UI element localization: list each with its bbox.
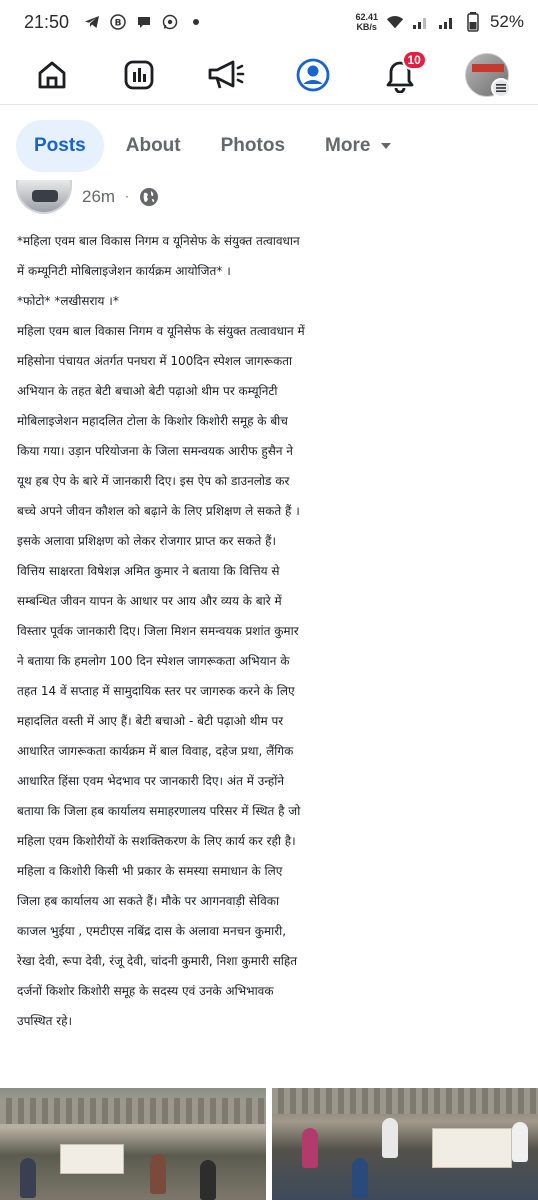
post-author-avatar[interactable] <box>16 180 72 214</box>
post-text-line: जिला हब कार्यालय आ सकते हैं। मौके पर आगनवाड़ी सेविका <box>17 894 280 908</box>
post-text-line: अभियान के तहत बेटी बचाओ बेटी पढ़ाओ थीम पर कम्यूनिटी <box>17 384 278 398</box>
megaphone-icon <box>206 58 246 92</box>
notification-badge: 10 <box>402 50 427 70</box>
post-text-line: महिला व किशोरी किसी भी प्रकार के समस्या समाधान के लिए <box>17 864 283 878</box>
separator-dot: · <box>125 190 129 204</box>
post-text-line: सम्बन्धित जीवन यापन के आधार पर आय और व्यय के बारे में <box>17 594 282 608</box>
post-text-line: *फोटो* *लखीसराय ।* <box>17 294 119 308</box>
post-text-line: वित्तिय साक्षरता विषेशज्ञ अमित कुमार ने बताया कि वित्तिय से <box>17 564 280 578</box>
post-text-line: रेखा देवी, रूपा देवी, रंजू देवी, चांदनी कुमारी, निशा कुमारी सहित <box>17 954 298 968</box>
profile-tabs <box>16 120 410 172</box>
post-text-line: बच्चे अपने जीवन कौशल को बढ़ाने के लिए प्रशिक्षण ले सकते हैं । <box>17 504 300 518</box>
menu-tab[interactable] <box>457 46 517 104</box>
battery-percent: 52% <box>489 12 524 31</box>
post-text-line: किया गया। उड़ान परियोजना के जिला समन्वयक आरीफ हुसैन ने <box>17 444 293 458</box>
signal-icon <box>412 13 430 31</box>
post-text-line: महिला एवम किशोरीयों के सशक्तिकरण के लिए कार्य कर रही है। <box>17 834 296 848</box>
post-text-line: तहत 14 वें सप्ताह में सामुदायिक स्तर पर जागरुक करने के लिए <box>17 684 295 698</box>
telegram-icon <box>83 13 101 31</box>
post-text-line: महादलित वस्ती में आए हैं। बेटी बचाओ - बेटी पढ़ाओ थीम पर <box>17 714 284 728</box>
top-nav <box>0 44 538 106</box>
post-text-line: में कम्यूनिटी मोबिलाइजेशन कार्यक्रम आयोजित* । <box>17 264 231 278</box>
chat-bubble-icon <box>135 13 153 31</box>
post-text-line: ने बताया कि हमलोग 100 दिन स्पेशल जागरूकता अभियान के <box>17 654 290 668</box>
network-speed-unit: KB/s <box>356 22 377 32</box>
notifications-tab[interactable] <box>370 46 430 104</box>
status-time: 21:50 <box>24 11 70 32</box>
tab-about[interactable]: About <box>125 135 181 156</box>
bitcoin-icon <box>109 13 127 31</box>
post-text-line: *महिला एवम बाल विकास निगम व यूनिसेफ के संयुक्त तत्वावधान <box>17 234 300 248</box>
feeds-tab[interactable] <box>109 46 169 104</box>
post-text-line: काजल भुईया , एमटीएस नबिंद्र दास के अलावा मनचन कुमारी, <box>17 924 287 938</box>
post-text-line: महिसोना पंचायत अंतर्गत पनघरा में 100दिन स्पेशल जागरूकता <box>17 354 293 368</box>
post-photos <box>0 1088 538 1200</box>
post-text-line: आधारित जागरूकता कार्यक्रम में बाल विवाह, दहेज प्रथा, लैंगिक <box>17 744 294 758</box>
tab-more-label: More <box>325 135 371 156</box>
post-text-line: मोबिलाइजेशन महादलित टोला के किशोर किशोरी समूह के बीच <box>17 414 288 428</box>
home-tab[interactable] <box>22 46 82 104</box>
home-icon <box>35 58 69 92</box>
svg-text:B: B <box>114 18 122 29</box>
post-text-line: महिला एवम बाल विकास निगम व यूनिसेफ के संयुक्त तत्वावधान में <box>17 324 305 338</box>
tab-photos[interactable]: Photos <box>220 135 286 156</box>
profile-tab[interactable] <box>283 46 343 104</box>
globe-icon <box>139 187 159 207</box>
post-text-line: उपस्थित रहे। <box>17 1014 73 1028</box>
post-photo-2[interactable] <box>272 1088 538 1200</box>
feeds-icon <box>122 58 156 92</box>
post-text-line: बताया कि जिला हब कार्यालय समाहरणालय परिसर में स्थित है जो <box>17 804 301 818</box>
signal-2-icon <box>438 13 456 31</box>
tab-posts[interactable]: Posts <box>16 120 104 172</box>
post-text-line: इसके अलावा प्रशिक्षण को लेकर रोजगार प्राप्त कर सकते हैं। <box>17 534 277 548</box>
post-text-line: आधारित हिंसा एवम भेदभाव पर जानकारी दिए। अंत में उन्होंने <box>17 774 285 788</box>
ads-tab[interactable] <box>196 46 256 104</box>
caret-down-icon <box>380 142 392 150</box>
tab-more[interactable] <box>307 120 410 172</box>
network-speed-value: 62.41 <box>355 12 378 22</box>
status-right <box>355 12 524 32</box>
battery-icon <box>464 13 482 31</box>
post-text-line: दर्जनों किशोर किशोरी समूह के सदस्य एवं उनके अभिभावक <box>17 984 274 998</box>
menu-icon <box>491 78 511 98</box>
post-time[interactable]: 26m <box>82 187 116 206</box>
profile-icon <box>295 57 331 93</box>
post-text <box>17 226 525 1036</box>
dot-icon <box>187 13 205 31</box>
post-header <box>16 180 159 214</box>
post-text-line: यूथ हब ऐप के बारे में जानकारी दिए। इस ऐप को डाउनलोड कर <box>17 474 290 488</box>
network-speed <box>355 12 378 32</box>
nav-divider <box>0 104 538 105</box>
whatsapp-icon <box>161 13 179 31</box>
wifi-icon <box>386 13 404 31</box>
status-left <box>24 12 205 33</box>
post-text-line: विस्तार पूर्वक जानकारी दिए। जिला मिशन समन्वयक प्रशांत कुमार <box>17 624 299 638</box>
status-bar <box>0 0 538 44</box>
post-photo-1[interactable] <box>0 1088 266 1200</box>
